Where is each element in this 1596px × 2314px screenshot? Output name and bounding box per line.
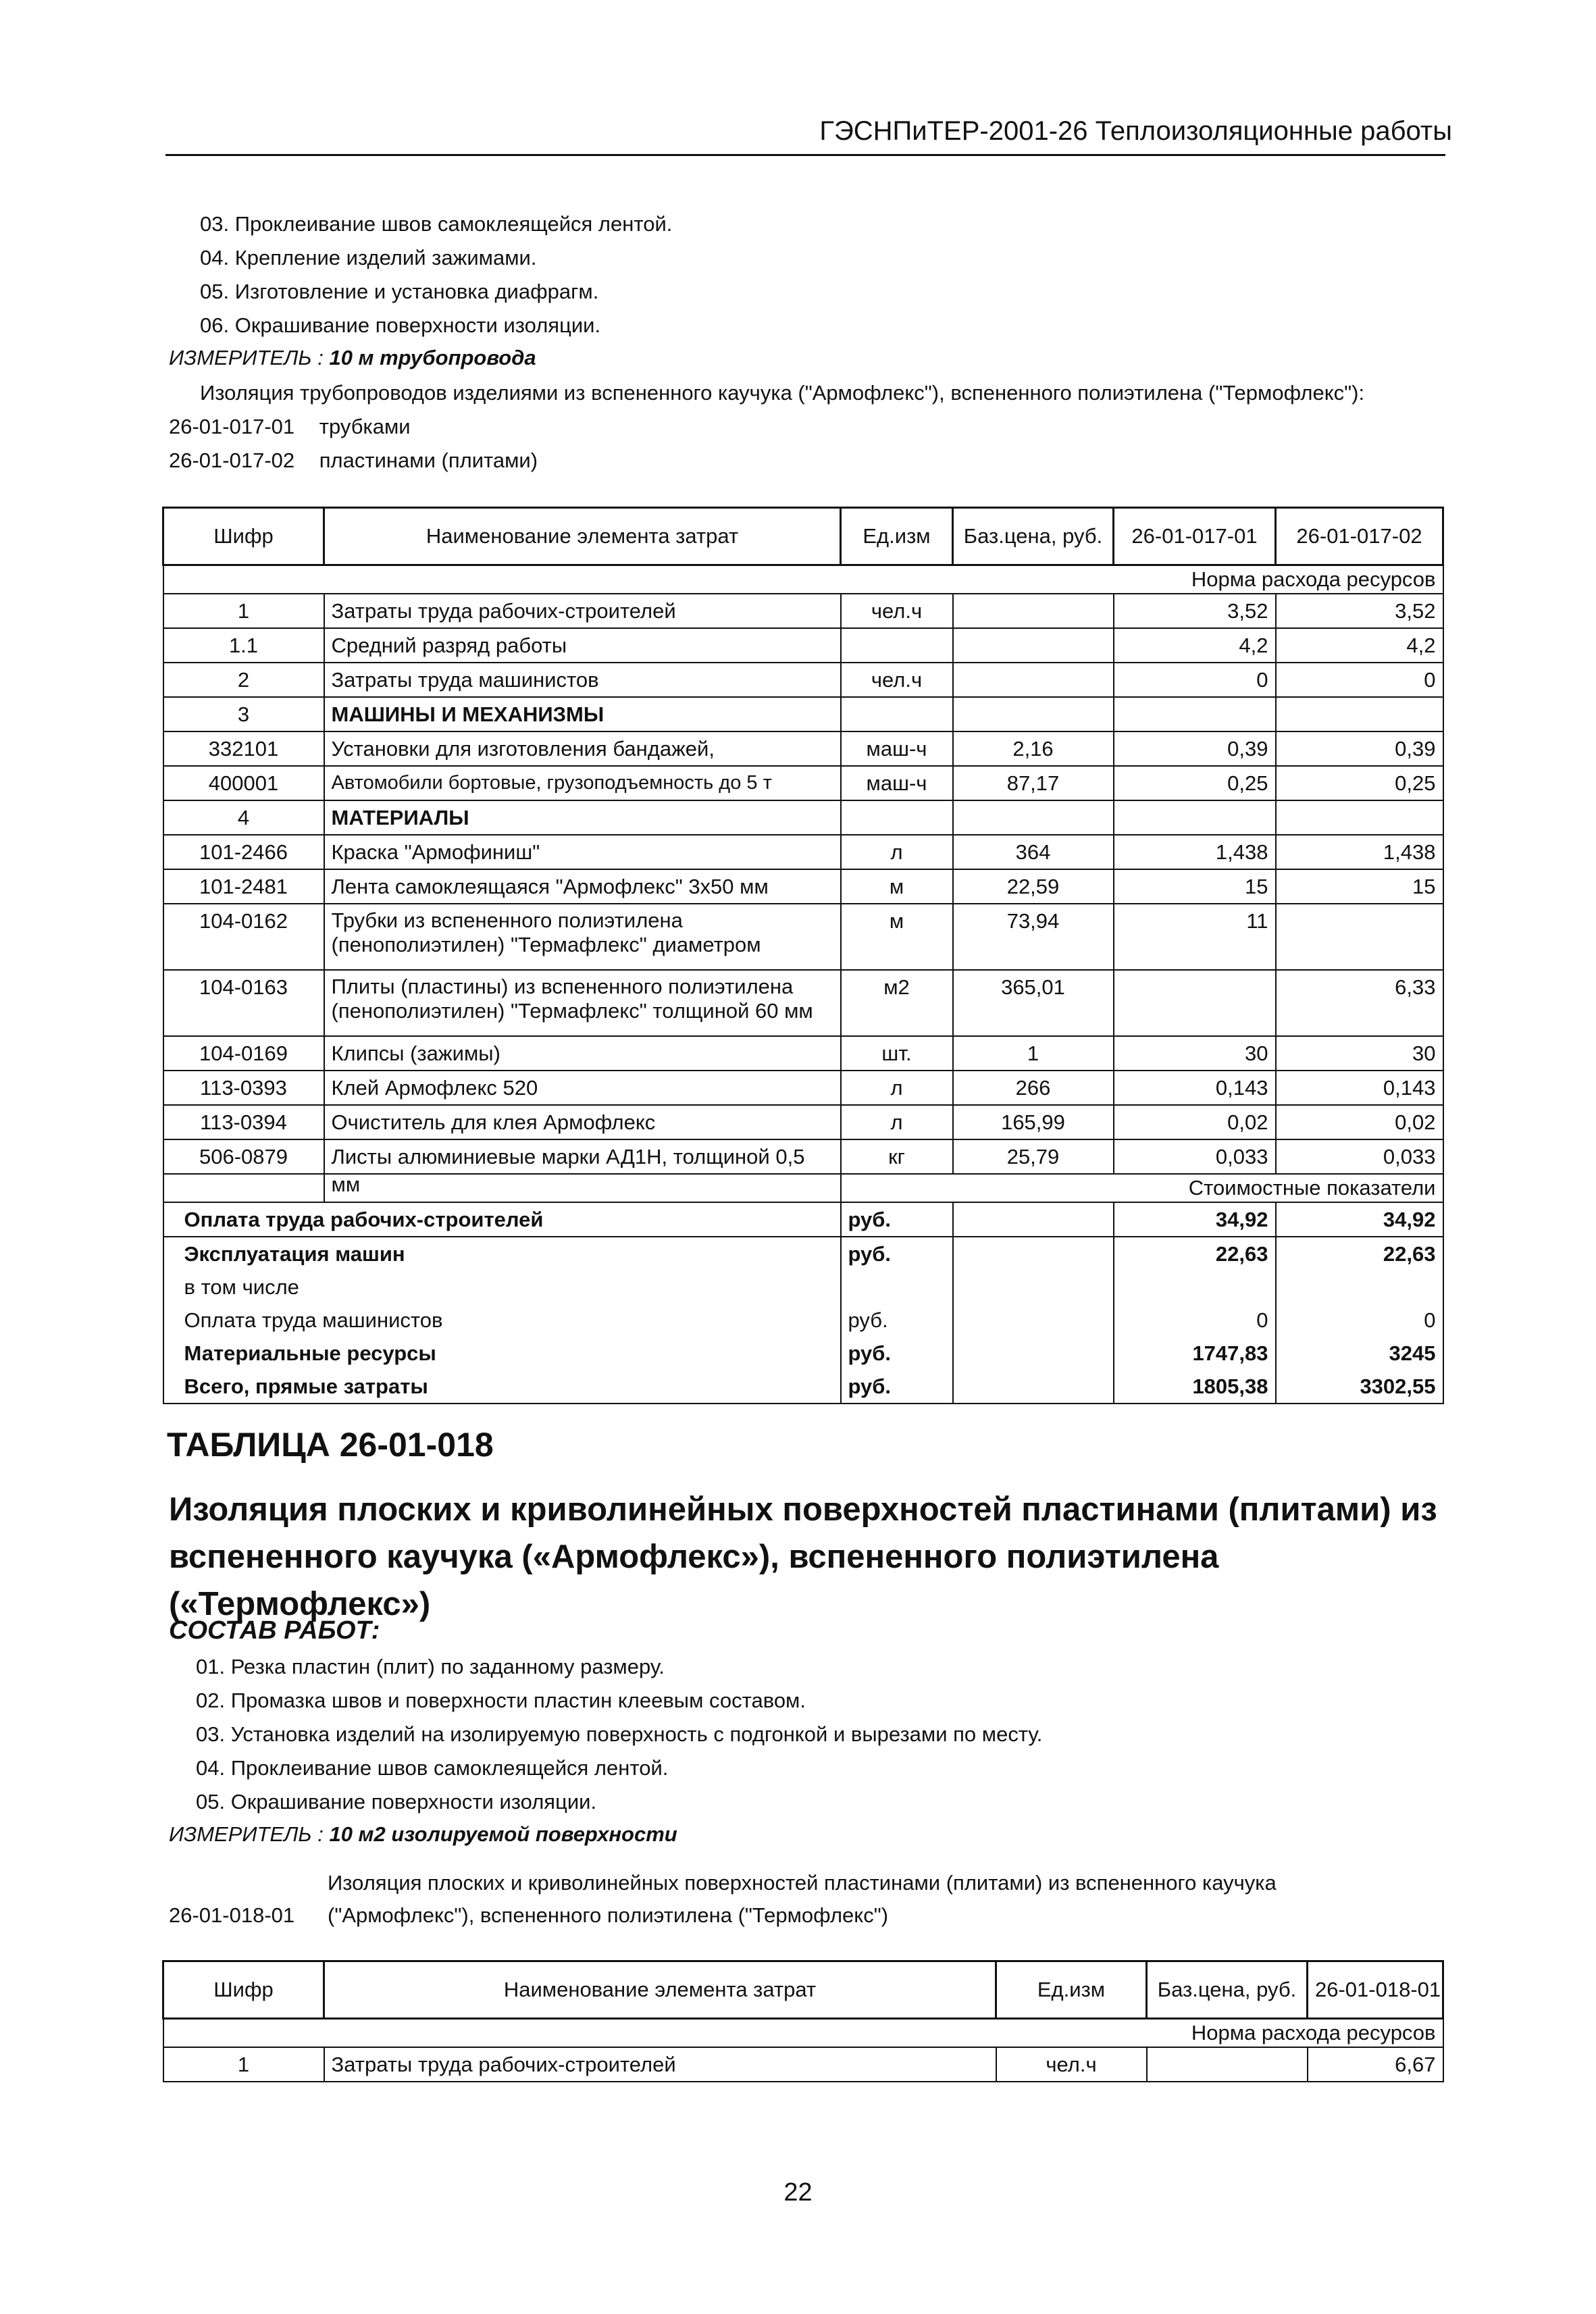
cell-value: [1114, 800, 1276, 835]
cell-code: 4: [163, 800, 324, 835]
cell-name: Средний разряд работы: [324, 628, 841, 663]
cost-value: [1114, 1270, 1276, 1304]
cell-price: [953, 663, 1114, 697]
col-header: 26-01-017-01: [1114, 508, 1276, 565]
cell-value: [1114, 970, 1276, 1036]
cell-name: Клипсы (зажимы): [324, 1036, 841, 1071]
work-item: 05. Окрашивание поверхности изоляции.: [196, 1790, 597, 1814]
code-name: пластинами (плитами): [319, 448, 538, 472]
cell-value: 0,143: [1276, 1071, 1443, 1105]
cell-code: 104-0163: [163, 970, 324, 1036]
norms-table-26-01-017: [162, 507, 1444, 1404]
cell-value: 6,67: [1308, 2047, 1443, 2082]
cell-price: 266: [953, 1071, 1114, 1105]
cell-name: Краска "Армофиниш": [324, 835, 841, 869]
cost-unit: руб.: [841, 1304, 953, 1337]
work-item: 03. Проклеивание швов самоклеящейся лентой.: [200, 212, 673, 236]
cell-value: 0: [1276, 663, 1443, 697]
table-row: [163, 1105, 1443, 1139]
cell-code: 104-0162: [163, 904, 324, 970]
cell-price: [953, 697, 1114, 731]
cost-name: в том числе: [163, 1270, 841, 1304]
table-row: [163, 766, 1443, 800]
cell-value: 0,02: [1114, 1105, 1276, 1139]
cell-name: Установки для изготовления бандажей,: [324, 731, 841, 766]
col-header: 26-01-018-01: [1308, 1961, 1443, 2019]
cost-label-row: [163, 1174, 1443, 1202]
table-row: [163, 731, 1443, 766]
cell-value: 15: [1276, 869, 1443, 904]
cell-price: [1147, 2047, 1308, 2082]
cost-unit: руб.: [841, 1237, 953, 1270]
cell-unit: чел.ч: [841, 594, 953, 628]
cost-value: 1805,38: [1114, 1370, 1276, 1404]
cell-price: 364: [953, 835, 1114, 869]
cost-name: Оплата труда рабочих-строителей: [163, 1202, 841, 1237]
cell-unit: [841, 800, 953, 835]
work-item: 04. Крепление изделий зажимами.: [200, 246, 537, 269]
cell-code: 1: [163, 2047, 324, 2082]
cell-code: 113-0394: [163, 1105, 324, 1139]
cell-value: 0,033: [1114, 1139, 1276, 1174]
cost-value: 1747,83: [1114, 1337, 1276, 1370]
cost-unit: [841, 1270, 953, 1304]
table-row: [163, 628, 1443, 663]
col-header: Ед.изм: [841, 508, 953, 565]
cell-value: 1,438: [1114, 835, 1276, 869]
norm-label: Норма расхода ресурсов: [163, 565, 1443, 594]
table-row: [163, 1071, 1443, 1105]
cell-price: 365,01: [953, 970, 1114, 1036]
header-rule: [165, 154, 1445, 156]
cell-price: 22,59: [953, 869, 1114, 904]
cell-name: Затраты труда рабочих-строителей: [324, 2047, 996, 2082]
table-row: [163, 663, 1443, 697]
cost-row: [163, 1202, 1443, 1237]
cell-value: 0,143: [1114, 1071, 1276, 1105]
cell-name: Листы алюминиевые марки АД1Н, толщиной 0,5: [324, 1139, 841, 1174]
description: ("Армофлекс"), вспененного полиэтилена ("Термофлекс"): [328, 1903, 889, 1927]
cost-value: 22,63: [1276, 1237, 1443, 1270]
cell-empty: [953, 1270, 1114, 1304]
cost-value: [1276, 1270, 1443, 1304]
cell-code: 101-2481: [163, 869, 324, 904]
cell-name: Очиститель для клея Армофлекс: [324, 1105, 841, 1139]
table-row: [163, 869, 1443, 904]
cell-unit: маш-ч: [841, 766, 953, 800]
col-header: Баз.цена, руб.: [953, 508, 1114, 565]
cell-code: 332101: [163, 731, 324, 766]
cell-name: Затраты труда рабочих-строителей: [324, 594, 841, 628]
cell-code: 2: [163, 663, 324, 697]
measure-value: 10 м2 изолируемой поверхности: [329, 1822, 677, 1846]
work-item: 02. Промазка швов и поверхности пластин клеевым составом.: [196, 1689, 806, 1712]
col-header: Ед.изм: [996, 1961, 1147, 2019]
cell-code: 1: [163, 594, 324, 628]
cell-name: Клей Армофлекс 520: [324, 1071, 841, 1105]
cell-unit: [841, 697, 953, 731]
cell-unit: шт.: [841, 1036, 953, 1071]
cost-unit: руб.: [841, 1337, 953, 1370]
cell-value: 30: [1114, 1036, 1276, 1071]
cell-unit: чел.ч: [841, 663, 953, 697]
cost-value: 0: [1114, 1304, 1276, 1337]
work-item: 06. Окрашивание поверхности изоляции.: [200, 313, 601, 337]
cell-unit: м2: [841, 970, 953, 1036]
cell-value: 0,033: [1276, 1139, 1443, 1174]
cost-value: 3245: [1276, 1337, 1443, 1370]
cost-unit: руб.: [841, 1370, 953, 1404]
cell-price: 25,79: [953, 1139, 1114, 1174]
running-header: ГЭСНПиТЕР-2001-26 Теплоизоляционные работы: [819, 116, 1452, 146]
col-header: 26-01-017-02: [1276, 508, 1443, 565]
cell-unit: м: [841, 869, 953, 904]
cell-empty: [953, 1370, 1114, 1404]
cost-row: [163, 1304, 1443, 1337]
cell-value: 3,52: [1114, 594, 1276, 628]
sostav-label: СОСТАВ РАБОТ:: [169, 1616, 380, 1645]
code: 26-01-017-01: [169, 415, 295, 438]
code: 26-01-017-02: [169, 448, 295, 472]
cell-value: 15: [1114, 869, 1276, 904]
norm-label-row: [163, 565, 1443, 594]
cell-value: 4,2: [1114, 628, 1276, 663]
table-row: [163, 594, 1443, 628]
table-header-row: [163, 1961, 1443, 2019]
description: Изоляция плоских и криволинейных поверхностей пластинами (плитами) из вспененного каучука: [328, 1871, 1277, 1895]
cell-unit: л: [841, 1105, 953, 1139]
col-header: Наименование элемента затрат: [324, 508, 841, 565]
cost-row: [163, 1370, 1443, 1404]
code-name: трубками: [319, 415, 411, 438]
cell-code: 3: [163, 697, 324, 731]
cell-code: 400001: [163, 766, 324, 800]
cell-empty: [953, 1237, 1114, 1270]
table-row: [163, 1036, 1443, 1071]
cell-name: Лента самоклеящаяся "Армофлекс" 3х50 мм: [324, 869, 841, 904]
cost-row: [163, 1270, 1443, 1304]
cell-code: 1.1: [163, 628, 324, 663]
col-header: Наименование элемента затрат: [324, 1961, 996, 2019]
cell-name-continuation: мм: [324, 1174, 841, 1202]
cell-price: [953, 628, 1114, 663]
cost-name: Оплата труда машинистов: [163, 1304, 841, 1337]
cell-price: 87,17: [953, 766, 1114, 800]
page-number: 22: [783, 2178, 813, 2207]
cell-price: 2,16: [953, 731, 1114, 766]
cell-name: Затраты труда машинистов: [324, 663, 841, 697]
cell-value: 30: [1276, 1036, 1443, 1071]
cell-price: [953, 800, 1114, 835]
cost-value: 34,92: [1276, 1202, 1443, 1237]
cell-price: 165,99: [953, 1105, 1114, 1139]
cell-value: 4,2: [1276, 628, 1443, 663]
section-heading: Изоляция плоских и криволинейных поверхностей пластинами (плитами) из вспененного каучука («Армофлекс»), вспененного полиэтилена («Термофлекс»): [169, 1491, 1437, 1622]
cost-name: Всего, прямые затраты: [163, 1370, 841, 1404]
table-header-row: [163, 508, 1443, 565]
cost-row: [163, 1337, 1443, 1370]
table-title: ТАБЛИЦА 26-01-018: [167, 1426, 494, 1464]
table-row: [163, 970, 1443, 1036]
work-item: 01. Резка пластин (плит) по заданному размеру.: [196, 1655, 665, 1678]
cell-unit: маш-ч: [841, 731, 953, 766]
cell-value: 0,25: [1114, 766, 1276, 800]
measure-value: 10 м трубопровода: [329, 346, 536, 369]
cell-price: 73,94: [953, 904, 1114, 970]
cell-value: [1114, 697, 1276, 731]
cell-unit: [841, 628, 953, 663]
cell-unit: л: [841, 835, 953, 869]
cell-code: 101-2466: [163, 835, 324, 869]
norm-label-row: [163, 2019, 1443, 2048]
measure-line: [169, 1822, 677, 1847]
cell-unit: м: [841, 904, 953, 970]
cell-name: Автомобили бортовые, грузоподъемность до 5 т: [324, 766, 841, 800]
cost-name: Эксплуатация машин: [163, 1237, 841, 1270]
cell-empty: [953, 1304, 1114, 1337]
cell-price: 1: [953, 1036, 1114, 1071]
cell-empty: [953, 1337, 1114, 1370]
cell-value: 0,39: [1114, 731, 1276, 766]
cell-name: Трубки из вспененного полиэтилена (пенополиэтилен) "Термафлекс" диаметром: [324, 904, 841, 970]
cell-code: 113-0393: [163, 1071, 324, 1105]
cell-empty: [163, 1174, 324, 1202]
cost-value: 0: [1276, 1304, 1443, 1337]
norm-label: Норма расхода ресурсов: [163, 2019, 1443, 2048]
cell-code: 506-0879: [163, 1139, 324, 1174]
table-row: [163, 697, 1443, 731]
cell-value: 11: [1114, 904, 1276, 970]
cell-price: [953, 594, 1114, 628]
cell-unit: чел.ч: [996, 2047, 1147, 2082]
cell-code: 104-0169: [163, 1036, 324, 1071]
cost-value: 3302,55: [1276, 1370, 1443, 1404]
cost-name: Материальные ресурсы: [163, 1337, 841, 1370]
work-item: 03. Установка изделий на изолируемую поверхность с подгонкой и вырезами по месту.: [196, 1722, 1043, 1746]
cell-name: МАШИНЫ И МЕХАНИЗМЫ: [324, 697, 841, 731]
cell-value: 0: [1114, 663, 1276, 697]
norms-table-26-01-018: [162, 1960, 1444, 2082]
measure-label: ИЗМЕРИТЕЛЬ :: [169, 1822, 324, 1846]
cell-value: 1,438: [1276, 835, 1443, 869]
code: 26-01-018-01: [169, 1903, 295, 1927]
col-header: Баз.цена, руб.: [1147, 1961, 1308, 2019]
table-row: [163, 904, 1443, 970]
work-item: 04. Проклеивание швов самоклеящейся лентой.: [196, 1756, 669, 1780]
cost-label: Стоимостные показатели: [841, 1174, 1443, 1202]
cell-name: МАТЕРИАЛЫ: [324, 800, 841, 835]
code-line: [169, 415, 411, 439]
cell-name: Плиты (пластины) из вспененного полиэтилена (пенополиэтилен) "Термафлекс" толщиной 60 мм: [324, 970, 841, 1036]
cost-row: [163, 1237, 1443, 1270]
cell-value: 0,25: [1276, 766, 1443, 800]
cell-value: 0,02: [1276, 1105, 1443, 1139]
table-row: [163, 800, 1443, 835]
cell-value: 0,39: [1276, 731, 1443, 766]
table-row: [163, 835, 1443, 869]
description: Изоляция трубопроводов изделиями из вспененного каучука ("Армофлекс"), вспененного полиэтилена ("Термофлекс"):: [200, 381, 1365, 405]
code-line: [169, 448, 538, 473]
cost-unit: руб.: [841, 1202, 953, 1237]
cell-value: [1276, 800, 1443, 835]
work-item: 05. Изготовление и установка диафрагм.: [200, 280, 599, 303]
cost-value: 34,92: [1114, 1202, 1276, 1237]
cell-empty: [953, 1202, 1114, 1237]
cell-value: [1276, 697, 1443, 731]
cell-value: 3,52: [1276, 594, 1443, 628]
cell-value: 6,33: [1276, 970, 1443, 1036]
table-row: [163, 1139, 1443, 1174]
cost-value: 22,63: [1114, 1237, 1276, 1270]
cell-unit: кг: [841, 1139, 953, 1174]
table-row: [163, 2047, 1443, 2082]
cell-value: [1276, 904, 1443, 970]
col-header: Шифр: [163, 508, 324, 565]
measure-label: ИЗМЕРИТЕЛЬ :: [169, 346, 324, 369]
measure-line: [169, 346, 536, 370]
cell-unit: л: [841, 1071, 953, 1105]
col-header: Шифр: [163, 1961, 324, 2019]
